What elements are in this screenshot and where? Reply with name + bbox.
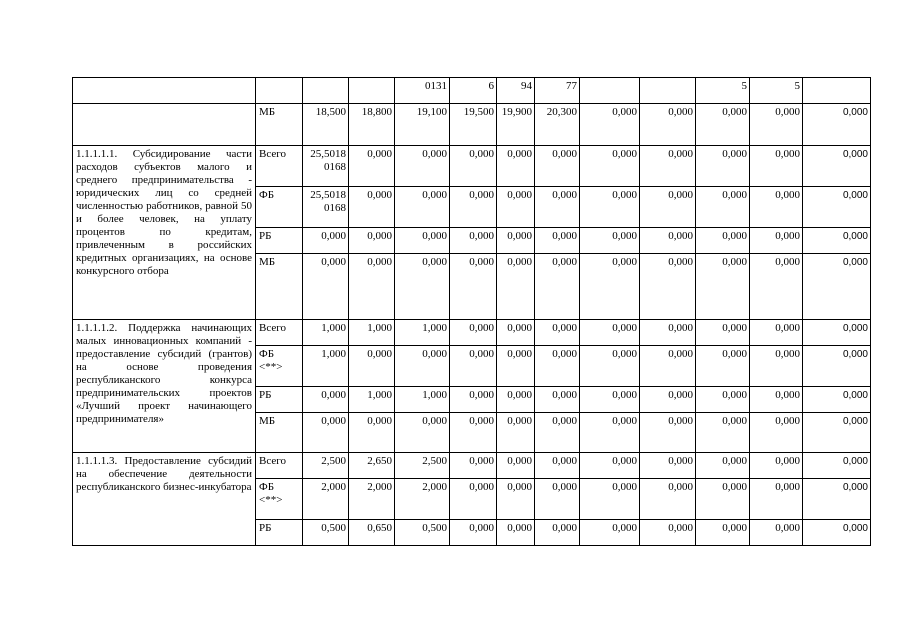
value-cell: 0,000 [497, 346, 535, 387]
value-cell: 0,000 [696, 320, 750, 346]
value-cell: 0,000 [580, 146, 640, 187]
value-cell: 0,000 [750, 104, 803, 146]
funding-source-cell: ФБ <**> [256, 479, 303, 520]
value-cell: 0,000 [580, 453, 640, 479]
value-cell: 0,000 [640, 413, 696, 453]
value-cell: 0,000 [535, 520, 580, 546]
value-cell: 0,000 [395, 146, 450, 187]
value-cell: 0,000 [395, 228, 450, 254]
value-cell: 0,000 [450, 346, 497, 387]
value-cell: 18,500 [303, 104, 349, 146]
value-cell: 0,000 [696, 479, 750, 520]
value-cell: 0,000 [803, 104, 871, 146]
value-cell: 0,000 [303, 228, 349, 254]
value-cell: 0,000 [580, 479, 640, 520]
value-cell: 2,000 [303, 479, 349, 520]
value-cell: 0,000 [640, 104, 696, 146]
value-cell: 0131 [395, 78, 450, 104]
funding-source-cell: МБ [256, 104, 303, 146]
value-cell: 0,000 [750, 387, 803, 413]
funding-source-cell: Всего [256, 146, 303, 187]
value-cell: 0,000 [750, 146, 803, 187]
value-cell: 6 [450, 78, 497, 104]
value-cell: 0,000 [535, 387, 580, 413]
value-cell: 1,000 [349, 387, 395, 413]
value-cell: 0,000 [803, 320, 871, 346]
value-cell: 0,000 [696, 520, 750, 546]
value-cell: 0,500 [303, 520, 349, 546]
value-cell: 19,100 [395, 104, 450, 146]
value-cell: 0,000 [580, 228, 640, 254]
value-cell: 0,000 [395, 413, 450, 453]
table-row [73, 104, 871, 146]
value-cell: 0,000 [696, 254, 750, 320]
value-cell: 0,000 [750, 479, 803, 520]
value-cell: 0,000 [303, 254, 349, 320]
value-cell: 1,000 [303, 346, 349, 387]
table-row [73, 146, 871, 187]
value-cell: 0,000 [497, 453, 535, 479]
value-cell: 0,000 [450, 387, 497, 413]
funding-source-cell: РБ [256, 520, 303, 546]
value-cell: 0,000 [750, 413, 803, 453]
value-cell: 0,000 [803, 346, 871, 387]
value-cell: 0,000 [750, 254, 803, 320]
value-cell: 1,000 [395, 320, 450, 346]
value-cell: 0,000 [803, 146, 871, 187]
value-cell: 0,000 [497, 413, 535, 453]
funding-source-cell: МБ [256, 413, 303, 453]
value-cell: 25,50180168 [303, 187, 349, 228]
value-cell: 1,000 [303, 320, 349, 346]
value-cell: 0,000 [497, 146, 535, 187]
value-cell: 0,000 [640, 387, 696, 413]
value-cell: 0,000 [803, 479, 871, 520]
table-row [73, 78, 871, 104]
value-cell: 0,000 [450, 146, 497, 187]
value-cell: 2,500 [303, 453, 349, 479]
value-cell: 94 [497, 78, 535, 104]
funding-source-cell: РБ [256, 387, 303, 413]
value-cell: 0,000 [803, 254, 871, 320]
value-cell: 2,000 [395, 479, 450, 520]
value-cell: 0,000 [349, 228, 395, 254]
value-cell: 0,000 [696, 187, 750, 228]
value-cell: 0,000 [696, 413, 750, 453]
value-cell [580, 78, 640, 104]
funding-source-cell: ФБ <**> [256, 346, 303, 387]
value-cell [803, 78, 871, 104]
value-cell [256, 78, 303, 104]
value-cell: 0,000 [696, 146, 750, 187]
value-cell: 0,000 [535, 346, 580, 387]
value-cell: 0,000 [303, 387, 349, 413]
value-cell: 2,000 [349, 479, 395, 520]
table-row [73, 453, 871, 479]
value-cell: 0,000 [803, 520, 871, 546]
value-cell [303, 78, 349, 104]
measure-name-cell: 1.1.1.1.2. Поддержка начинающих малых инновационных компаний - предоставление субсидий (грантов) на основе проведения республиканского конкурса предпринимательских проектов «Лучший проект начинающего предпринимателя» [73, 320, 256, 453]
funding-source-cell: ФБ [256, 187, 303, 228]
value-cell: 0,000 [580, 413, 640, 453]
value-cell: 0,000 [803, 413, 871, 453]
value-cell: 25,50180168 [303, 146, 349, 187]
value-cell: 0,000 [349, 187, 395, 228]
value-cell: 0,000 [497, 479, 535, 520]
value-cell: 0,000 [450, 453, 497, 479]
value-cell: 0,000 [349, 413, 395, 453]
value-cell: 0,000 [696, 104, 750, 146]
value-cell: 0,000 [450, 520, 497, 546]
value-cell: 0,000 [349, 346, 395, 387]
value-cell: 5 [750, 78, 803, 104]
value-cell: 0,000 [696, 387, 750, 413]
budget-table [72, 77, 871, 546]
value-cell: 0,500 [395, 520, 450, 546]
value-cell: 0,000 [535, 320, 580, 346]
value-cell: 0,000 [750, 346, 803, 387]
value-cell: 0,000 [450, 228, 497, 254]
value-cell: 0,000 [497, 520, 535, 546]
value-cell: 0,000 [640, 320, 696, 346]
value-cell: 20,300 [535, 104, 580, 146]
value-cell: 0,000 [803, 228, 871, 254]
value-cell: 0,000 [450, 254, 497, 320]
value-cell: 0,000 [640, 146, 696, 187]
value-cell: 0,000 [535, 453, 580, 479]
value-cell: 0,000 [497, 254, 535, 320]
value-cell: 0,000 [303, 413, 349, 453]
value-cell: 0,000 [803, 187, 871, 228]
value-cell: 77 [535, 78, 580, 104]
value-cell: 0,000 [349, 146, 395, 187]
measure-name-cell: 1.1.1.1.1. Субсидирование части расходов субъектов малого и среднего предпринимательства - юридических лиц со средней численностью работников, равной 50 и более человек, на уплату процентов по кредитам, привлеченным в российских кредитных организациях, на основе конкурсного отбора [73, 146, 256, 320]
value-cell: 0,000 [450, 187, 497, 228]
value-cell: 0,000 [497, 387, 535, 413]
value-cell: 0,000 [640, 346, 696, 387]
funding-source-cell: Всего [256, 320, 303, 346]
value-cell: 18,800 [349, 104, 395, 146]
measure-name-cell [73, 104, 256, 146]
value-cell: 0,000 [450, 479, 497, 520]
value-cell: 2,650 [349, 453, 395, 479]
funding-source-cell: РБ [256, 228, 303, 254]
value-cell: 0,000 [580, 187, 640, 228]
value-cell: 5 [696, 78, 750, 104]
value-cell: 0,000 [696, 453, 750, 479]
value-cell [640, 78, 696, 104]
value-cell: 0,000 [497, 228, 535, 254]
value-cell: 0,000 [395, 254, 450, 320]
value-cell: 0,000 [497, 320, 535, 346]
value-cell: 0,000 [497, 187, 535, 228]
value-cell: 0,000 [580, 320, 640, 346]
funding-source-cell: Всего [256, 453, 303, 479]
value-cell: 0,000 [640, 187, 696, 228]
value-cell: 0,000 [580, 520, 640, 546]
table-row [73, 320, 871, 346]
value-cell: 0,000 [750, 320, 803, 346]
value-cell: 0,000 [580, 254, 640, 320]
value-cell: 0,000 [535, 228, 580, 254]
value-cell: 0,000 [640, 479, 696, 520]
value-cell: 0,000 [395, 346, 450, 387]
value-cell: 0,000 [696, 228, 750, 254]
value-cell: 0,000 [803, 387, 871, 413]
value-cell: 0,000 [395, 187, 450, 228]
value-cell: 0,000 [535, 413, 580, 453]
value-cell: 0,000 [580, 346, 640, 387]
value-cell: 0,000 [580, 387, 640, 413]
value-cell: 0,000 [750, 187, 803, 228]
value-cell: 0,000 [535, 254, 580, 320]
value-cell: 0,000 [750, 228, 803, 254]
funding-source-cell: МБ [256, 254, 303, 320]
value-cell: 0,000 [640, 520, 696, 546]
value-cell: 19,500 [450, 104, 497, 146]
value-cell: 19,900 [497, 104, 535, 146]
value-cell: 0,650 [349, 520, 395, 546]
value-cell: 0,000 [640, 254, 696, 320]
value-cell: 0,000 [750, 520, 803, 546]
value-cell: 0,000 [535, 146, 580, 187]
value-cell: 0,000 [750, 453, 803, 479]
value-cell: 0,000 [640, 228, 696, 254]
value-cell: 0,000 [535, 479, 580, 520]
value-cell: 0,000 [450, 320, 497, 346]
value-cell: 1,000 [395, 387, 450, 413]
measure-name-cell: 1.1.1.1.3. Предоставление субсидий на обеспечение деятельности республиканского бизнес-инкубатора [73, 453, 256, 546]
value-cell: 0,000 [450, 413, 497, 453]
measure-name-cell [73, 78, 256, 104]
value-cell: 0,000 [696, 346, 750, 387]
value-cell: 0,000 [803, 453, 871, 479]
value-cell: 0,000 [349, 254, 395, 320]
value-cell: 2,500 [395, 453, 450, 479]
value-cell: 1,000 [349, 320, 395, 346]
value-cell: 0,000 [640, 453, 696, 479]
value-cell: 0,000 [580, 104, 640, 146]
value-cell: 0,000 [535, 187, 580, 228]
value-cell [349, 78, 395, 104]
